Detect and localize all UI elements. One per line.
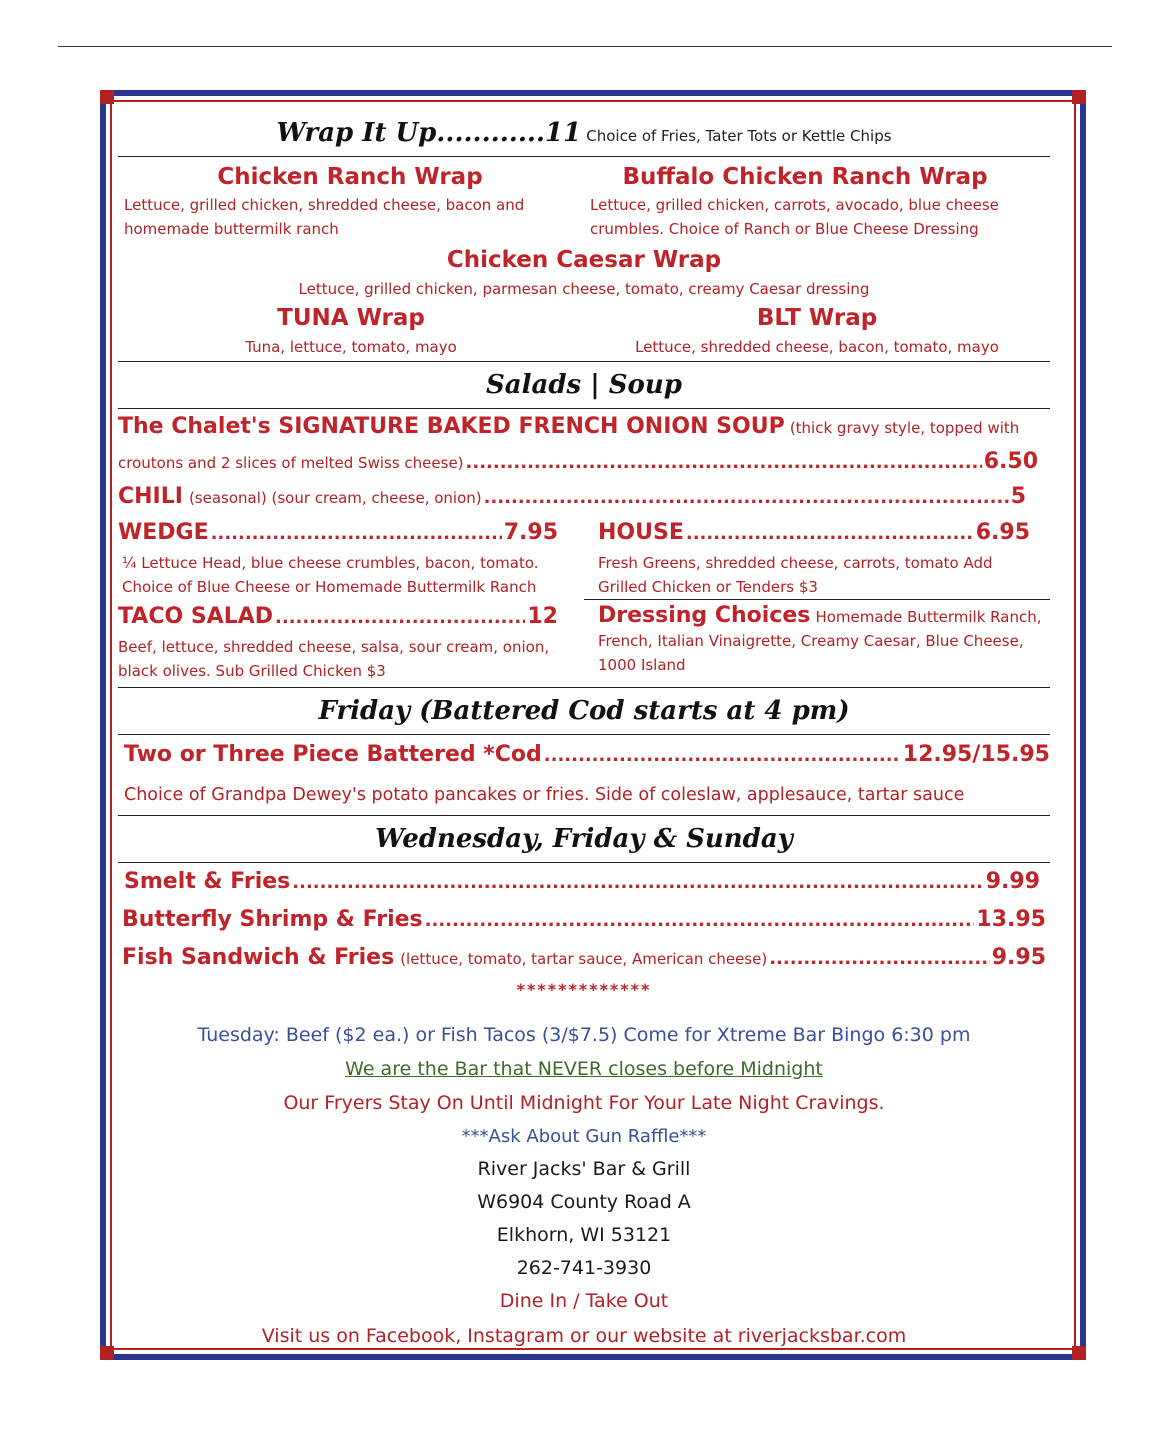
phone-number: 262-741-3930 <box>516 1257 652 1279</box>
salad-row-2 <box>118 599 1050 683</box>
cod-price: 12.95/15.95 <box>902 742 1050 767</box>
buffalo-wrap-desc: Lettuce, grilled chicken, carrots, avocado, blue cheese crumbles. Choice of Ranch or Blue Cheese Dressing <box>590 196 999 238</box>
taco-line <box>118 599 558 635</box>
house-name: HOUSE <box>598 520 684 545</box>
taco-desc: Beef, lettuce, shredded cheese, salsa, sour cream, onion, black olives. Sub Grilled Chicken $3 <box>118 638 550 680</box>
cod-name: Two or Three Piece Battered *Cod <box>124 742 542 767</box>
cod-line <box>118 735 1050 775</box>
fish-sandwich-desc: (lettuce, tomato, tartar sauce, American cheese) <box>400 950 768 968</box>
raffle-text: ***Ask About Gun Raffle*** <box>461 1126 707 1147</box>
tuna-wrap-desc: Tuna, lettuce, tomato, mayo <box>245 338 457 356</box>
fryers-text: Our Fryers Stay On Until Midnight For Your Late Night Cravings. <box>283 1092 885 1114</box>
address-line-2: Elkhorn, WI 53121 <box>496 1224 672 1246</box>
soup-line-1 <box>118 409 1050 445</box>
soup-desc-2: croutons and 2 slices of melted Swiss cheese) <box>118 454 464 472</box>
dressing-title: Dressing Choices <box>598 603 811 628</box>
shrimp-price: 13.95 <box>976 907 1046 932</box>
wedge-name: WEDGE <box>118 520 209 545</box>
leader-dots <box>544 736 901 775</box>
blt-wrap-desc: Lettuce, shredded cheese, bacon, tomato, mayo <box>635 338 999 356</box>
leader-dots <box>211 516 502 551</box>
chili-name: CHILI <box>118 484 183 509</box>
dine-take-out: Dine In / Take Out <box>499 1290 669 1312</box>
divider <box>118 156 1050 157</box>
house-desc: Fresh Greens, shredded cheese, carrots, tomato Add Grilled Chicken or Tenders $3 <box>598 554 993 596</box>
blt-wrap-title: BLT Wrap <box>756 305 878 331</box>
top-rule <box>58 46 1112 47</box>
wrap-row-1 <box>118 161 1050 241</box>
leader-dots <box>466 446 982 479</box>
house-line <box>598 515 1030 551</box>
caesar-wrap-desc: Lettuce, grilled chicken, parmesan cheese, tomato, creamy Caesar dressing <box>298 280 870 298</box>
fish-sandwich-line <box>118 939 1050 977</box>
wedge-price: 7.95 <box>503 520 558 545</box>
wfs-title: Wednesday, Friday & Sunday <box>375 824 793 854</box>
wrap-title: Wrap It Up............ <box>276 118 545 148</box>
star-divider: ************* <box>516 980 652 999</box>
fish-sandwich-name: Fish Sandwich & Fries <box>122 945 395 970</box>
leader-dots <box>686 516 974 551</box>
soup-line-2 <box>118 445 1050 479</box>
leader-dots <box>425 902 975 939</box>
fish-sandwich-price: 9.95 <box>991 945 1046 970</box>
tuesday-special: Tuesday: Beef ($2 ea.) or Fish Tacos (3/$7.5) Come for Xtreme Bar Bingo 6:30 pm <box>197 1024 971 1046</box>
footer <box>118 1017 1050 1354</box>
taco-price: 12 <box>527 604 558 629</box>
corner-ornament <box>1072 90 1086 104</box>
chicken-ranch-wrap-desc: Lettuce, grilled chicken, shredded cheese, bacon and homemade buttermilk ranch <box>124 196 525 238</box>
buffalo-wrap-title: Buffalo Chicken Ranch Wrap <box>622 164 988 190</box>
soup-name: The Chalet's SIGNATURE BAKED FRENCH ONION SOUP <box>118 414 785 439</box>
business-name: River Jacks' Bar & Grill <box>477 1158 691 1180</box>
corner-ornament <box>100 1346 114 1360</box>
salads-title: Salads | Soup <box>486 370 682 400</box>
leader-dots <box>769 940 990 977</box>
tuna-wrap-title: TUNA Wrap <box>277 305 425 331</box>
dressing-block <box>598 600 1050 677</box>
leader-dots <box>275 600 525 635</box>
chicken-ranch-wrap-title: Chicken Ranch Wrap <box>217 164 483 190</box>
wedge-desc: ¼ Lettuce Head, blue cheese crumbles, bacon, tomato. Choice of Blue Cheese or Homemade Buttermilk Ranch <box>122 554 539 596</box>
address-line-1: W6904 County Road A <box>477 1191 691 1213</box>
wrap-price: 11 <box>544 118 582 148</box>
wrap-header <box>118 110 1050 156</box>
wedge-line <box>118 515 558 551</box>
leader-dots <box>292 864 983 901</box>
taco-name: TACO SALAD <box>118 604 274 629</box>
soup-price: 6.50 <box>983 449 1038 474</box>
shrimp-line <box>118 901 1050 939</box>
wrap-row-3 <box>118 301 1050 359</box>
chili-desc: (seasonal) (sour cream, cheese, onion) <box>188 489 482 507</box>
smelt-line <box>118 863 1050 901</box>
shrimp-name: Butterfly Shrimp & Fries <box>122 907 423 932</box>
house-price: 6.95 <box>975 520 1030 545</box>
soup-desc-1: (thick gravy style, topped with <box>789 419 1020 437</box>
smelt-price: 9.99 <box>985 869 1040 894</box>
smelt-name: Smelt & Fries <box>124 869 291 894</box>
never-closes-text: We are the Bar that NEVER closes before Midnight <box>345 1058 823 1080</box>
chili-line <box>118 479 1050 515</box>
corner-ornament <box>100 90 114 104</box>
cod-desc: Choice of Grandpa Dewey's potato pancakes or fries. Side of coleslaw, applesauce, tartar sauce <box>124 785 965 805</box>
leader-dots <box>484 480 1009 515</box>
friday-title: Friday (Battered Cod starts at 4 pm) <box>318 696 850 726</box>
dressing-desc: Homemade Buttermilk Ranch, French, Italian Vinaigrette, Creamy Caesar, Blue Cheese, 1000 Island <box>598 608 1042 674</box>
wrap-note: Choice of Fries, Tater Tots or Kettle Chips <box>586 127 892 145</box>
visit-text: Visit us on Facebook, Instagram or our website at riverjacksbar.com <box>261 1325 907 1347</box>
menu-content <box>118 110 1050 1354</box>
chili-price: 5 <box>1010 484 1026 509</box>
caesar-wrap-title: Chicken Caesar Wrap <box>446 247 722 273</box>
salad-row-1 <box>118 515 1050 599</box>
corner-ornament <box>1072 1346 1086 1360</box>
